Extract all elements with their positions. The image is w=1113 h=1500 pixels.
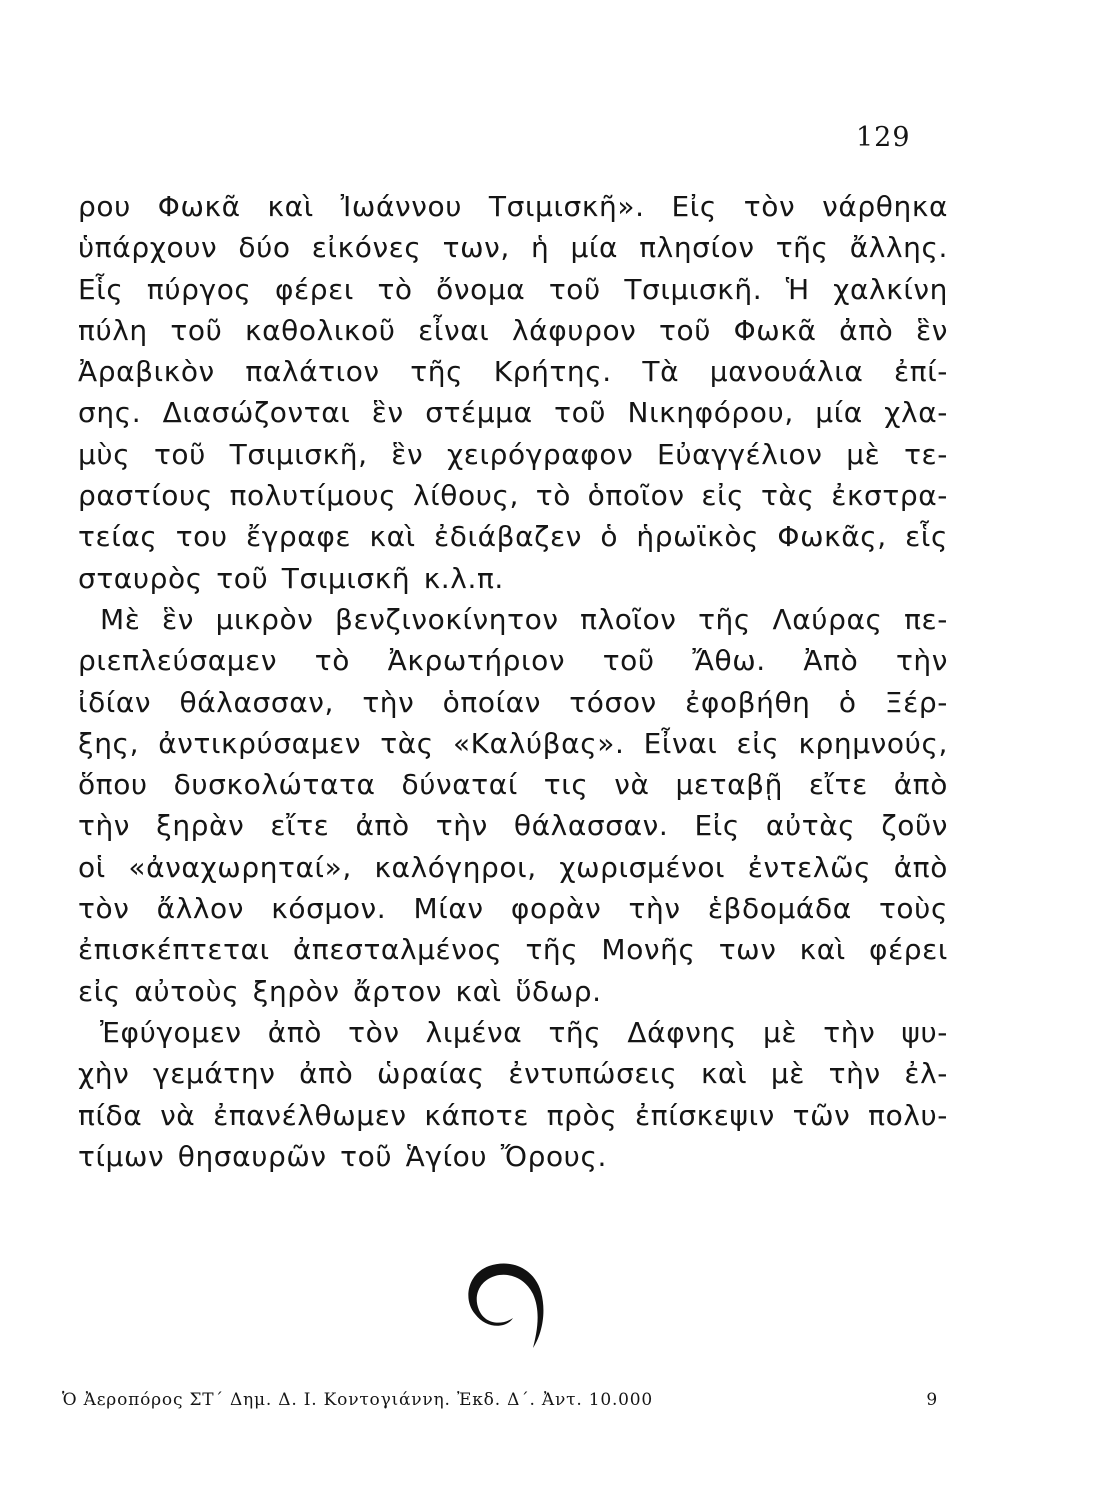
paragraph-start-line: Ἐφύγομεν ἀπὸ τὸν λιμένα τῆς Δάφνης μὲ τὴν ψυ- — [100, 1015, 948, 1049]
text-line: ραστίους πολυτίμους λίθους, τὸ ὁποῖον εἰς τὰς ἐκστρα- — [78, 479, 948, 513]
text-line: πύλη τοῦ καθολικοῦ εἶναι λάφυρον τοῦ Φωκᾶ ἀπὸ ἓν — [78, 313, 948, 347]
text-line: ὅπου δυσκολώτατα δύναταί τις νὰ μεταβῇ εἴτε ἀπὸ — [78, 768, 948, 802]
text-line: ριεπλεύσαμεν τὸ Ἀκρωτήριον τοῦ Ἄθω. Ἀπὸ τὴν — [78, 644, 948, 678]
text-line: τὸν ἄλλον κόσμον. Μίαν φορὰν τὴν ἑβδομάδα τοὺς — [78, 892, 948, 926]
signature-mark: 9 — [926, 1390, 938, 1410]
text-line: σταυρὸς τοῦ Τσιμισκῆ κ.λ.π. — [78, 561, 504, 595]
text-line: Ἀραβικὸν παλάτιον τῆς Κρήτης. Τὰ μανουάλια ἐπί- — [78, 355, 948, 389]
text-line: ρου Φωκᾶ καὶ Ἰωάννου Τσιμισκῆ». Εἰς τὸν νάρθηκα — [78, 190, 948, 223]
text-line: ὑπάρχουν δύο εἰκόνες των, ἡ μία πλησίον τῆς ἄλλης. — [78, 231, 948, 265]
page-number: 129 — [856, 122, 911, 153]
footer-imprint: Ὁ Ἀεροπόρος ΣΤ΄ Δημ. Δ. Ι. Κοντογιάννη. Ἐκδ. Δ΄. Ἀντ. 10.000 — [62, 1390, 654, 1410]
end-ornament-icon — [455, 1248, 567, 1352]
text-line: ἰδίαν θάλασσαν, τὴν ὁποίαν τόσον ἐφοβήθη ὁ Ξέρ- — [78, 685, 948, 719]
text-line: τὴν ξηρὰν εἴτε ἀπὸ τὴν θάλασσαν. Εἰς αὐτὰς ζοῦν — [78, 809, 948, 843]
body-text — [78, 186, 948, 1177]
text-line: ξης, ἀντικρύσαμεν τὰς «Καλύβας». Εἶναι εἰς κρημνούς, — [78, 726, 948, 760]
text-line: πίδα νὰ ἐπανέλθωμεν κάποτε πρὸς ἐπίσκεψιν τῶν πολυ- — [78, 1098, 948, 1132]
text-line: τείας του ἔγραφε καὶ ἐδιάβαζεν ὁ ἡρωϊκὸς Φωκᾶς, εἷς — [78, 520, 948, 554]
text-line: τίμων θησαυρῶν τοῦ Ἁγίου Ὄρους. — [78, 1139, 608, 1173]
text-line: ἐπισκέπτεται ἀπεσταλμένος τῆς Μονῆς των καὶ φέρει — [78, 933, 948, 967]
text-line: σης. Διασώζονται ἓν στέμμα τοῦ Νικηφόρου, μία χλα- — [78, 396, 948, 430]
text-line: οἱ «ἀναχωρηταί», καλόγηροι, χωρισμένοι ἐντελῶς ἀπὸ — [78, 850, 948, 884]
printer-footer — [62, 1390, 938, 1410]
paragraph-start-line: Μὲ ἓν μικρὸν βενζινοκίνητον πλοῖον τῆς Λαύρας πε- — [100, 602, 948, 636]
text-line: εἰς αὐτοὺς ξηρὸν ἄρτον καὶ ὕδωρ. — [78, 974, 602, 1008]
text-line: χὴν γεμάτην ἀπὸ ὡραίας ἐντυπώσεις καὶ μὲ τὴν ἐλ- — [78, 1057, 948, 1091]
text-line: Εἷς πύργος φέρει τὸ ὄνομα τοῦ Τσιμισκῆ. Ἡ χαλκίνη — [78, 272, 948, 306]
text-line: μὺς τοῦ Τσιμισκῆ, ἓν χειρόγραφον Εὐαγγέλιον μὲ τε- — [78, 437, 948, 471]
